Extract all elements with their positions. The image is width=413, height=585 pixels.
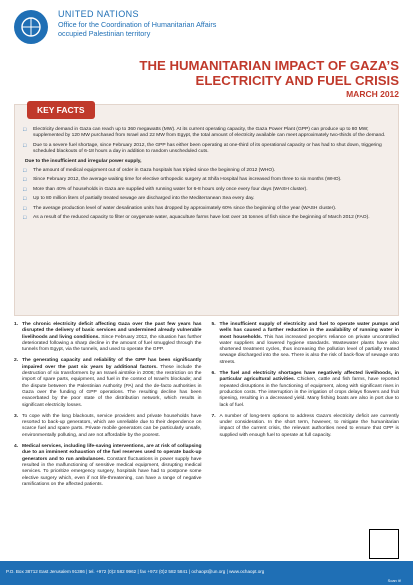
- paragraph-number: 6.: [211, 371, 216, 377]
- paragraph-text: Constant fluctuations in power supply have resulted in the malfunctioning of sensitive medical equipment, disrupting medical services. To prioritize emergency surgery, hospitals have had to postpone some elective surgery which, even if not life-threatening, can have a range of negative ramifications on the affected patients.: [22, 456, 202, 487]
- org-line-3: occupied Palestinian territory: [58, 29, 151, 39]
- body-paragraph: [14, 444, 202, 488]
- org-line-1: UNITED NATIONS: [58, 9, 139, 19]
- bullet-icon: □: [23, 196, 27, 203]
- key-facts-list: [23, 127, 390, 224]
- paragraph-text: To cope with the long blackouts, service providers and private households have resorted to back-up generators, which are unreliable due to their dependence on scarce fuel and spare parts. Private mobile generators can be particularly unsafe, environmentally polluting, and are not affordable by the poorest.: [22, 413, 202, 438]
- paragraph-lead: The chronic electricity deficit affecting Gaza over the past few years has disrupted the delivery of basic services and undermined already vulnerable livelihoods and living conditions.: [22, 322, 202, 340]
- paragraph-number: 3.: [14, 413, 19, 419]
- paragraph-number: 7.: [211, 413, 216, 419]
- paragraph-body: [22, 322, 202, 353]
- title-line-1: THE HUMANITARIAN IMPACT OF GAZA’S: [139, 58, 399, 73]
- bullet-icon: □: [23, 215, 27, 222]
- key-fact-sub-item: [23, 168, 390, 174]
- paragraph-body: [22, 414, 202, 439]
- key-fact-text: Since February 2012, the average waiting time for elective orthopedic surgery at Shifa Hospital has increased from three to six months (WHO).: [33, 177, 342, 183]
- body-paragraph: [14, 358, 202, 408]
- paragraph-text: These include the destruction of six transformers by an Israeli airstrike in 2006; the restriction on the import of spare parts, equipment, and fuel in the context of Israel's blockade; and the dispute between the Palestinian Authority (PA) and the de-facto authorities in Gaza over the funding of GPP operations. The resulting decline has been exacerbated by the poor state of the distribution network, which results in significant electricity losses.: [22, 364, 202, 408]
- bullet-icon: □: [23, 168, 27, 175]
- paragraph-number: 1.: [14, 322, 19, 327]
- body-paragraph: [212, 414, 400, 439]
- page-title: [14, 58, 399, 88]
- right-column: [212, 322, 400, 552]
- key-facts-box: [14, 104, 399, 316]
- body-paragraph: [212, 322, 400, 366]
- paragraph-number: 2.: [14, 358, 19, 364]
- key-fact-sub-item: [23, 215, 390, 221]
- paragraph-body: [22, 358, 202, 408]
- header: [14, 10, 399, 60]
- org-line-2: Office for the Coordination of Humanitarian Affairs: [58, 19, 217, 29]
- key-fact-text: The average production level of water desalination units has dropped by approximately 60% since the beginning of the year (WASH cluster).: [33, 205, 337, 211]
- paragraph-lead: The insufficient supply of electricity and fuel to operate water pumps and wells has caused a further reduction in the availability of running water in most households.: [219, 322, 399, 340]
- paragraph-body: [220, 322, 400, 366]
- left-column: [14, 322, 202, 552]
- body-paragraph: [212, 371, 400, 409]
- key-fact-text: Due to a severe fuel shortage, since February 2012, the GPP has either been operating at one-third of its operational capacity or has had to shut down, triggering scheduled blackouts of 6-18 hours a day in addition to random unscheduled cuts.: [33, 142, 382, 155]
- body-paragraph: [14, 322, 202, 353]
- paragraph-lead: Medical services, including life-saving interventions, are at risk of collapsing due to an imminent exhaustion of the fuel reserves used to operate back-up generators and to run ambulances.: [22, 444, 202, 462]
- key-fact-text: Electricity demand in Gaza can reach up to 360 megawatts (MW). At its current operating capacity, the Gaza Power Plant (GPP) can produce up to 80 MW; supplemented by 120 MW purchased from Israel and 22 MW from Egypt, the total amount of electricity available can meet approximately two-thirds of the demand.: [33, 127, 386, 139]
- paragraph-number: 5.: [211, 322, 216, 327]
- bullet-icon: □: [23, 177, 27, 184]
- paragraph-number: 4.: [14, 444, 19, 450]
- bullet-icon: □: [23, 186, 27, 193]
- body-paragraph: [14, 414, 202, 439]
- paragraph-body: [220, 371, 400, 409]
- key-fact-sub-item: [23, 206, 390, 212]
- key-fact-sub-item: [23, 196, 390, 202]
- qr-code[interactable]: [369, 529, 399, 559]
- key-facts-label: KEY FACTS: [27, 101, 95, 119]
- key-fact-sub-item: [23, 177, 390, 183]
- title-line-2: ELECTRICITY AND FUEL CRISIS: [195, 73, 399, 88]
- key-fact-text: Up to 80 million liters of partially treated sewage are discharged into the Mediterranean Sea every day.: [33, 196, 255, 202]
- un-emblem-icon: [14, 10, 48, 44]
- paragraph-text: A number of long-term options to address Gaza's electricity deficit are currently under consideration. In the short term, however, to mitigate the humanitarian impact of the current crisis, the relevant authorities need to ensure that GPP is supplied with enough fuel to operate at full capacity.: [219, 413, 399, 438]
- paragraph-text: This has increased people's reliance on private uncontrolled water suppliers and lowered hygiene standards. Wastewater plants have also shortened treatment cycles, thus increasing the pollution level of partially treated sewage discharged into the sea. There is also the risk of back-flow of sewage onto streets.: [219, 334, 399, 365]
- bullet-icon: □: [23, 142, 27, 149]
- organization-name: [58, 10, 216, 39]
- paragraph-text: Chicken, cattle and fish farms, have reported repeated disruptions in the functioning of equipment, along with significant rises in production costs. The interruption in the irrigation of crops delays flowers and fruit ripening, resulting in a decreased yield. Many fishing boats are also in port due to lack of fuel.: [219, 377, 400, 408]
- key-fact-item: [23, 127, 390, 140]
- bullet-icon: □: [23, 205, 27, 212]
- key-fact-text: More than 40% of households in Gaza are supplied with running water for 6-8 hours only once every four days (WASH cluster).: [33, 186, 308, 192]
- key-fact-text: As a result of the reduced capacity to filter or oxygenate water, aquaculture farms have lost over 16 tonnes of fish since the beginning of March 2012 (FAO).: [33, 215, 370, 221]
- paragraph-body: [220, 414, 400, 439]
- publication-date: MARCH 2012: [346, 89, 399, 99]
- paragraph-lead: The generating capacity and reliability of the GPP has been significantly impaired over the past six years by additional factors.: [22, 358, 202, 370]
- key-facts-subheading: Due to the insufficient and irregular power supply,: [25, 158, 142, 164]
- key-fact-sub-item: [23, 187, 390, 193]
- paragraph-body: [22, 444, 202, 488]
- paragraph-lead: The fuel and electricity shortages have negatively affected livelihoods, in particular agricultural activities.: [219, 371, 399, 383]
- key-fact-text: The amount of medical equipment out of order in Gaza hospitals has tripled since the beginning of 2012 (WHO).: [33, 168, 276, 174]
- footer: [0, 561, 413, 585]
- paragraph-text: Since February 2012, the situation has further deteriorated following a sharp decline in the amount of fuel smuggled through the tunnels from Egypt, via the tunnels, and used to operate the GPP.: [22, 334, 202, 353]
- key-fact-item: [23, 143, 390, 156]
- bullet-icon: □: [23, 127, 27, 133]
- footer-contact: P.O. Box 38712 East Jerusalem 91386 | tel. +972 (0)2 582 9962 | fax +972 (0)2 582 5841 | ochaopt@un.org | www.ochaopt.org: [6, 569, 265, 574]
- body-columns: [14, 322, 399, 552]
- qr-label: Scan it!: [387, 578, 401, 583]
